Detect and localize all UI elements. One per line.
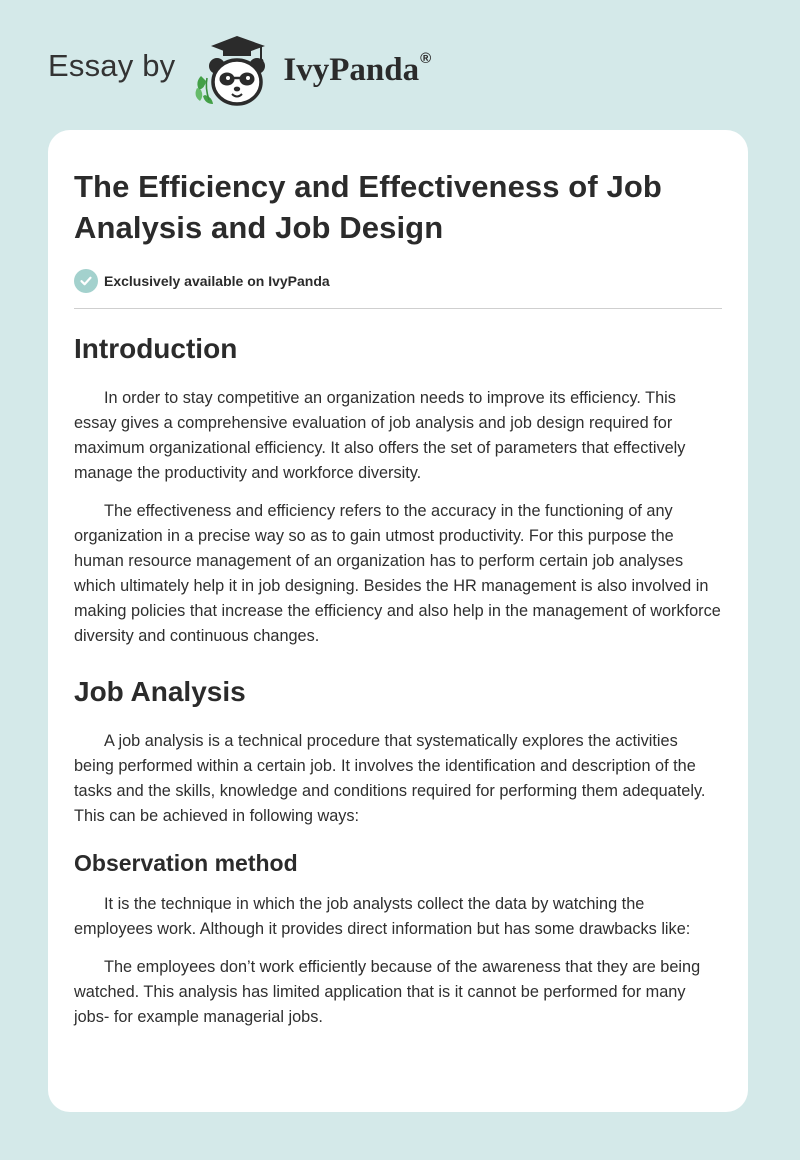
heading-job-analysis: Job Analysis (74, 676, 246, 707)
site-header (48, 30, 431, 114)
exclusive-notice (74, 268, 722, 294)
title-divider (74, 308, 722, 309)
essay-card (48, 130, 748, 1112)
heading-observation-method: Observation method (74, 850, 298, 876)
paragraph: It is the technique in which the job analysts collect the data by watching the employees work. Although it provides direct information but has some drawbacks like: (74, 895, 691, 938)
registered-mark: ® (420, 49, 432, 67)
brand-name[interactable]: IvyPanda® (283, 49, 432, 88)
heading-introduction: Introduction (74, 333, 238, 364)
paragraph: In order to stay competitive an organization needs to improve its efficiency. This essay gives a comprehensive evaluation of job analysis and job design required for maximum organizational efficiency. It also offers the set of parameters that effectively manage the productivity and workforce diversity. (74, 389, 686, 482)
essay-by-label: Essay by (48, 48, 176, 83)
exclusive-label: Exclusively available on IvyPanda (104, 273, 330, 289)
check-icon (74, 269, 98, 293)
paragraph: The employees don’t work efficiently because of the awareness that they are being watched. This analysis has limited application that is it cannot be performed for many jobs- for example managerial jobs. (74, 958, 701, 1026)
panda-graduate-icon (189, 32, 279, 112)
paragraph: A job analysis is a technical procedure that systematically explores the activities being performed within a certain job. It involves the identification and description of the tasks and the skills, knowledge and conditions required for performing them adequately. This can be achieved in following ways: (74, 732, 706, 825)
paragraph: The effectiveness and efficiency refers to the accuracy in the functioning of any organization in a precise way so as to gain utmost productivity. For this purpose the human resource management of an organization has to perform certain job analyses which ultimately help it in job designing. Besides the HR management is also involved in making policies that increase the efficiency and also help in the management of workforce diversity and continuous changes. (74, 502, 721, 645)
essay-title: The Efficiency and Effectiveness of Job Analysis and Job Design (74, 169, 662, 245)
